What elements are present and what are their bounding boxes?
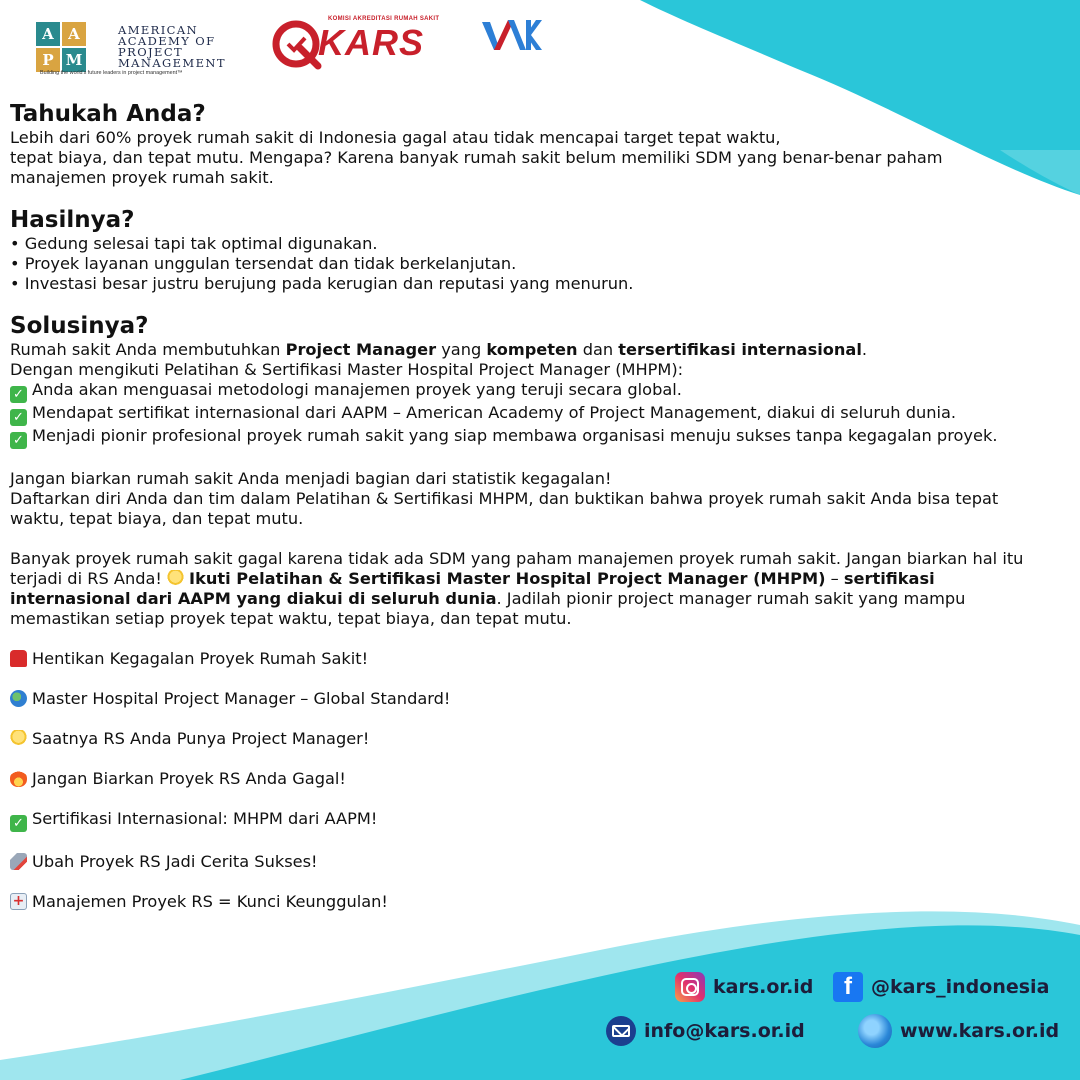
aapm-line: ACADEMY OF	[118, 34, 216, 48]
slogan-item	[10, 649, 1040, 669]
solution-intro	[10, 340, 1040, 360]
instagram-link[interactable]	[675, 972, 813, 1002]
slogan-item	[10, 809, 1040, 832]
aapm-wordmark	[118, 25, 226, 69]
slogan-item	[10, 852, 1040, 872]
check-text: Mendapat sertifikat internasional dari AAPM – American Academy of Project Management, diakui di seluruh dunia.	[32, 403, 957, 422]
cta-paragraph	[10, 549, 1040, 629]
vak-logo	[480, 16, 544, 56]
globe-icon	[10, 690, 27, 707]
check-mark-icon: ✓	[10, 815, 27, 832]
section-heading-solusinya: Solusinya?	[10, 313, 149, 339]
aapm-line: MANAGEMENT	[118, 56, 226, 70]
email-icon	[606, 1016, 636, 1046]
cta-text: Banyak proyek rumah sakit gagal karena tidak ada SDM yang paham manajemen proyek rumah sakit. Jangan biarkan hal itu terjadi di RS Anda!	[10, 549, 1024, 588]
intro-text: yang	[436, 340, 487, 359]
kars-subtitle: KOMISI AKREDITASI RUMAH SAKIT	[328, 16, 440, 22]
globe-web-icon	[858, 1014, 892, 1048]
kars-logo	[270, 14, 446, 70]
facebook-link[interactable]	[833, 972, 1049, 1002]
website-link[interactable]	[858, 1014, 1059, 1048]
paragraph-line: Lebih dari 60% proyek rumah sakit di Indonesia gagal atau tidak mencapai target tepat waktu,	[10, 128, 781, 147]
check-item	[10, 426, 1040, 449]
aapm-letter: M	[62, 48, 86, 72]
slogan-item	[10, 689, 1040, 709]
aapm-spacer	[88, 48, 112, 72]
check-mark-icon: ✓	[10, 432, 27, 449]
facebook-icon: f	[833, 972, 863, 1002]
cta-bold: Ikuti Pelatihan & Sertifikasi Master Hospital Project Manager (MHPM)	[189, 569, 826, 588]
bullet-item: • Proyek layanan unggulan tersendat dan tidak berkelanjutan.	[10, 254, 517, 273]
slogan-text: Saatnya RS Anda Punya Project Manager!	[32, 729, 370, 748]
bullet-item: • Investasi besar justru berujung pada kerugian dan reputasi yang menurun.	[10, 274, 634, 293]
cta-line: Jangan biarkan rumah sakit Anda menjadi bagian dari statistik kegagalan!	[10, 469, 612, 488]
light-bulb-icon	[10, 730, 27, 747]
check-item	[10, 380, 1040, 403]
paragraph-line: manajemen proyek rumah sakit.	[10, 168, 274, 187]
email-address: info@kars.or.id	[644, 1020, 805, 1042]
light-bulb-icon	[167, 570, 184, 587]
intro-text: dan	[577, 340, 619, 359]
slogan-text: Manajemen Proyek RS = Kunci Keunggulan!	[32, 892, 388, 911]
aapm-letter: A	[36, 22, 60, 46]
intro-text: .	[861, 340, 868, 359]
instagram-handle: kars.or.id	[713, 976, 814, 998]
slogan-item	[10, 729, 1040, 749]
aapm-spacer	[88, 22, 112, 46]
slogan-item	[10, 892, 1040, 912]
bullet-item: • Gedung selesai tapi tak optimal digunakan.	[10, 234, 378, 253]
cta-text: . Jadilah pionir project manager rumah sakit yang mampu memastikan setiap proyek tepat waktu, tepat biaya, dan tepat mutu.	[10, 589, 966, 628]
check-mark-icon: ✓	[10, 409, 27, 426]
slogan-text: Master Hospital Project Manager – Global Standard!	[32, 689, 451, 708]
intro-bold: tersertifikasi internasional	[618, 340, 862, 359]
main-content	[10, 100, 1040, 912]
slogan-text: Sertifikasi Internasional: MHPM dari AAPM!	[32, 809, 378, 828]
aapm-line: PROJECT	[118, 45, 184, 59]
facebook-handle: @kars_indonesia	[871, 976, 1050, 998]
check-text: Menjadi pionir profesional proyek rumah sakit yang siap membawa organisasi menuju sukses tanpa kegagalan proyek.	[32, 426, 998, 445]
slogan-item	[10, 769, 1040, 789]
slogan-text: Ubah Proyek RS Jadi Cerita Sukses!	[32, 852, 318, 871]
email-link[interactable]	[606, 1016, 805, 1046]
hospital-icon	[10, 893, 27, 910]
slogan-text: Hentikan Kegagalan Proyek Rumah Sakit!	[32, 649, 369, 668]
intro-bold: kompeten	[486, 340, 578, 359]
solution-line: Dengan mengikuti Pelatihan & Sertifikasi Master Hospital Project Manager (MHPM):	[10, 360, 684, 379]
intro-bold: Project Manager	[285, 340, 437, 359]
aapm-logo	[36, 14, 230, 80]
rocket-icon	[10, 853, 27, 870]
aapm-letter: A	[62, 22, 86, 46]
cta-line: Daftarkan diri Anda dan tim dalam Pelatihan & Sertifikasi MHPM, dan buktikan bahwa proyek rumah sakit Anda bisa tepat waktu, tepat biaya, dan tepat mutu.	[10, 489, 999, 528]
check-text: Anda akan menguasai metodologi manajemen proyek yang teruji secara global.	[32, 380, 682, 399]
aapm-tagline: Building the world's future leaders in project management™	[40, 70, 183, 76]
cta-text: –	[825, 569, 844, 588]
fire-icon	[10, 770, 27, 787]
aapm-line: AMERICAN	[118, 23, 199, 37]
siren-icon	[10, 650, 27, 667]
cta-bold: sertifikasi internasional dari AAPM yang diakui di seluruh dunia	[10, 569, 935, 608]
intro-text: Rumah sakit Anda membutuhkan	[10, 340, 286, 359]
aapm-letter: P	[36, 48, 60, 72]
aapm-monogram	[36, 22, 112, 72]
paragraph-line: tepat biaya, dan tepat mutu. Mengapa? Karena banyak rumah sakit belum memiliki SDM yang benar-benar paham	[10, 148, 943, 167]
website-url: www.kars.or.id	[900, 1020, 1060, 1042]
instagram-icon	[675, 972, 705, 1002]
section-heading-tahukah: Tahukah Anda?	[10, 101, 206, 127]
check-item	[10, 403, 1040, 426]
check-mark-icon: ✓	[10, 386, 27, 403]
section-heading-hasilnya: Hasilnya?	[10, 207, 135, 233]
kars-wordmark: KARS	[318, 22, 425, 63]
slogan-text: Jangan Biarkan Proyek RS Anda Gagal!	[32, 769, 346, 788]
